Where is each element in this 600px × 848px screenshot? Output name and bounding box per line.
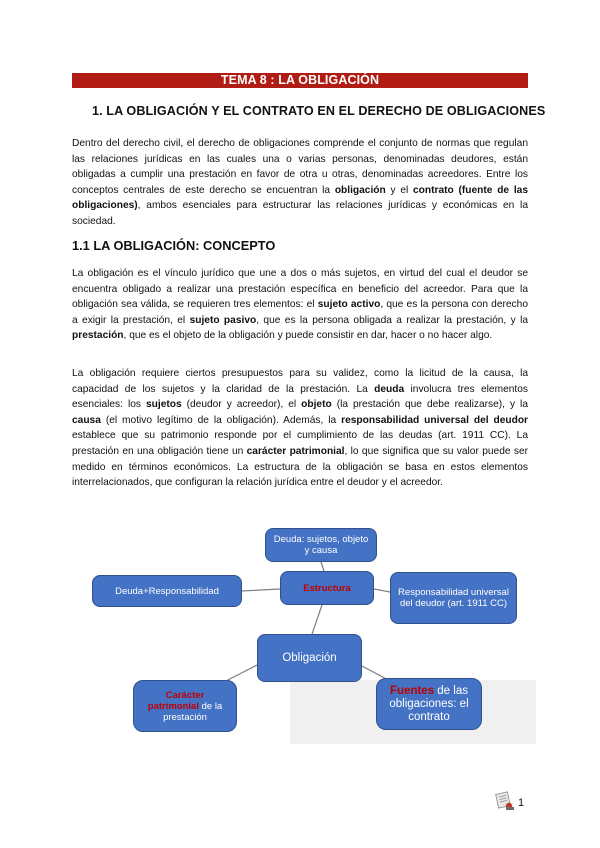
intro-paragraph [72, 136, 528, 230]
section-title: 1. LA OBLIGACIÓN Y EL CONTRATO EN EL DERECHO DE OBLIGACIONES [92, 104, 546, 118]
node-responsabilidad-universal [390, 572, 517, 624]
req-text-4: (la prestación que debe realizarse), y la [331, 399, 528, 411]
req-text-5: (el motivo legítimo de la obligación). Además, la [100, 414, 342, 426]
concept-bold-sujeto-activo: sujeto activo [317, 299, 381, 311]
requirements-paragraph [72, 366, 528, 491]
intro-bold-obligacion: obligación [334, 184, 386, 196]
connector-estructura-deuda-resp [242, 589, 280, 591]
req-bold-objeto: objeto [301, 399, 332, 411]
intro-text-3: , ambos esenciales para estructurar las relaciones jurídicas y económicas en la sociedad. [72, 200, 528, 227]
concept-bold-sujeto-pasivo: sujeto pasivo [189, 314, 257, 326]
req-text-6: establece que su patrimonio responde por el cumplimiento de las deudas (art. 1911 CC). La prestación en una obligación tiene un [72, 430, 528, 457]
node-obligacion-label: Obligación [282, 651, 337, 664]
req-bold-sujetos: sujetos [145, 399, 182, 411]
concept-text-4: , que es el objeto de la obligación y puede consistir en dar, hacer o no hacer algo. [123, 330, 493, 342]
node-fuentes-label [383, 685, 475, 724]
req-bold-deuda: deuda [374, 383, 405, 395]
node-caracter-label [140, 690, 230, 723]
connector-estructura-resp-univ [374, 589, 390, 592]
req-bold-responsabilidad: responsabilidad universal del deudor [341, 414, 529, 426]
req-text-2: involucra tres elementos esenciales: los [72, 383, 529, 411]
subsection-title: 1.1 LA OBLIGACIÓN: CONCEPTO [72, 238, 276, 253]
connector-estructura-deuda-sujetos [321, 562, 324, 571]
chapter-banner: TEMA 8 : LA OBLIGACIÓN [72, 73, 528, 88]
node-caracter-highlight: Carácter patrimonial [147, 689, 205, 712]
node-estructura-label: Estructura [303, 582, 351, 594]
node-caracter-rest: de la prestación [163, 700, 223, 723]
concept-bold-prestacion: prestación [72, 330, 124, 342]
node-fuentes-rest: de las obligaciones: el contrato [389, 684, 469, 723]
node-deuda-responsabilidad [92, 575, 242, 607]
req-text-7: , lo que significa que su valor puede ser medido en términos económicos. La estructura de la obligación se basa en estos elementos interrelacionados, que configuran la relación jurídica entre el deudor y el acreedor. [72, 445, 528, 489]
intro-text-1: Dentro del derecho civil, el derecho de obligaciones comprende el conjunto de normas que regulan las relaciones jurídicas en las cuales una o varias personas, denominadas deudores, están obligadas a cumplir una prestación en favor de otra u otras, denominadas acreedores. Entre los conceptos centrales de este derecho se encuentran la [72, 138, 528, 196]
node-obligacion [257, 634, 362, 682]
concept-text-1: La obligación es el vínculo jurídico que une a dos o más sujetos, en virtud del cual el deudor se encuentra obligado a realizar una prestación específica en beneficio del acreedor. Para que la obligación sea válida, se requieren tres elementos: el [72, 268, 528, 311]
intro-bold-contrato: contrato (fuente de las obligaciones) [72, 184, 529, 212]
node-estructura [280, 571, 374, 605]
node-deuda-responsabilidad-label: Deuda+Responsabilidad [115, 585, 219, 597]
node-fuentes-highlight: Fuentes [390, 684, 435, 697]
node-caracter-patrimonial [133, 680, 237, 732]
document-stamp-icon [494, 791, 516, 811]
req-bold-caracter: carácter patrimonial [246, 445, 345, 457]
node-fuentes-obligaciones [376, 678, 482, 730]
node-responsabilidad-universal-label: Responsabilidad universal del deudor (art. 1911 CC) [398, 587, 509, 609]
req-bold-causa: causa [72, 414, 101, 426]
concept-text-3: , que es la persona obligada a realizar la prestación, y la [256, 314, 529, 326]
intro-text-2: y el [385, 184, 414, 196]
concept-text-2: , que es la persona con derecho a exigir la prestación, el [72, 299, 528, 326]
concept-paragraph [72, 266, 528, 344]
page-number: 1 [518, 797, 525, 809]
req-text-1: La obligación requiere ciertos presupuestos para su validez, como la licitud de la causa, la capacidad de los sujetos y la claridad de la prestación. La [72, 368, 528, 395]
node-deuda-sujetos-label: Deuda: sujetos, objeto y causa [273, 534, 369, 556]
req-text-3: (deudor y acreedor), el [181, 399, 302, 411]
node-deuda-sujetos [265, 528, 377, 562]
connector-obligacion-estructura [312, 605, 322, 634]
